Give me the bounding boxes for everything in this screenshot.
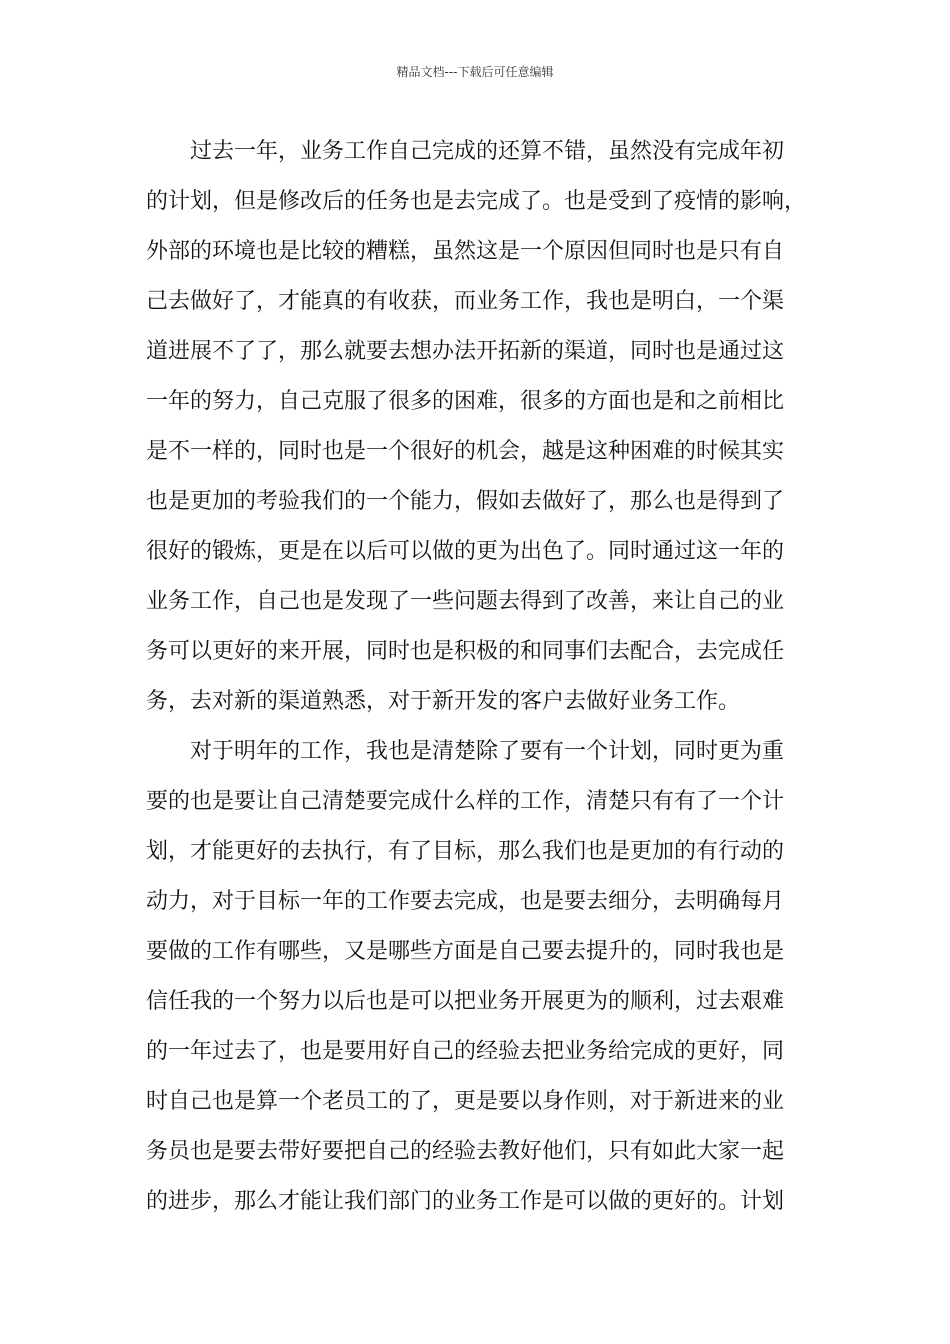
text-line: 的计划，但是修改后的任务也是去完成了。也是受到了疫情的影响， (146, 189, 807, 214)
text-line: 时自己也是算一个老员工的了，更是要以身作则，对于新进来的业 (146, 1089, 785, 1114)
page-header: 精品文档---下载后可任意编辑 (396, 65, 554, 79)
text-line: 务员也是要去带好要把自己的经验去教好他们，只有如此大家一起 (146, 1139, 785, 1164)
text-line: 的一年过去了，也是要用好自己的经验去把业务给完成的更好，同 (146, 1039, 785, 1064)
paragraph-1 (146, 127, 811, 727)
text-line: 外部的环境也是比较的糟糕，虽然这是一个原因但同时也是只有自 (146, 239, 785, 264)
text-line: 务，去对新的渠道熟悉，对于新开发的客户去做好业务工作。 (146, 689, 741, 714)
text-line: 业务工作，自己也是发现了一些问题去得到了改善，来让自己的业 (146, 589, 785, 614)
text-line: 的进步，那么才能让我们部门的业务工作是可以做的更好的。计划 (146, 1189, 785, 1214)
text-line: 要做的工作有哪些，又是哪些方面是自己要去提升的，同时我也是 (146, 939, 785, 964)
text-line: 动力，对于目标一年的工作要去完成，也是要去细分，去明确每月 (146, 889, 785, 914)
text-line: 对于明年的工作，我也是清楚除了要有一个计划，同时更为重 (190, 739, 785, 764)
text-line: 务可以更好的来开展，同时也是积极的和同事们去配合，去完成任 (146, 639, 785, 664)
text-line: 信任我的一个努力以后也是可以把业务开展更为的顺利，过去艰难 (146, 989, 785, 1014)
text-line: 要的也是要让自己清楚要完成什么样的工作，清楚只有有了一个计 (146, 789, 785, 814)
text-line: 过去一年，业务工作自己完成的还算不错，虽然没有完成年初 (190, 139, 785, 164)
text-line: 是不一样的，同时也是一个很好的机会，越是这种困难的时候其实 (146, 439, 785, 464)
text-line: 己去做好了，才能真的有收获，而业务工作，我也是明白，一个渠 (146, 289, 785, 314)
text-line: 划，才能更好的去执行，有了目标，那么我们也是更加的有行动的 (146, 839, 785, 864)
text-line: 道进展不了了，那么就要去想办法开拓新的渠道，同时也是通过这 (146, 339, 785, 364)
text-line: 很好的锻炼，更是在以后可以做的更为出色了。同时通过这一年的 (146, 539, 785, 564)
text-line: 一年的努力，自己克服了很多的困难，很多的方面也是和之前相比 (146, 389, 785, 414)
text-line: 也是更加的考验我们的一个能力，假如去做好了，那么也是得到了 (146, 489, 785, 514)
paragraph-2 (146, 727, 811, 1227)
document-body (146, 127, 811, 1227)
